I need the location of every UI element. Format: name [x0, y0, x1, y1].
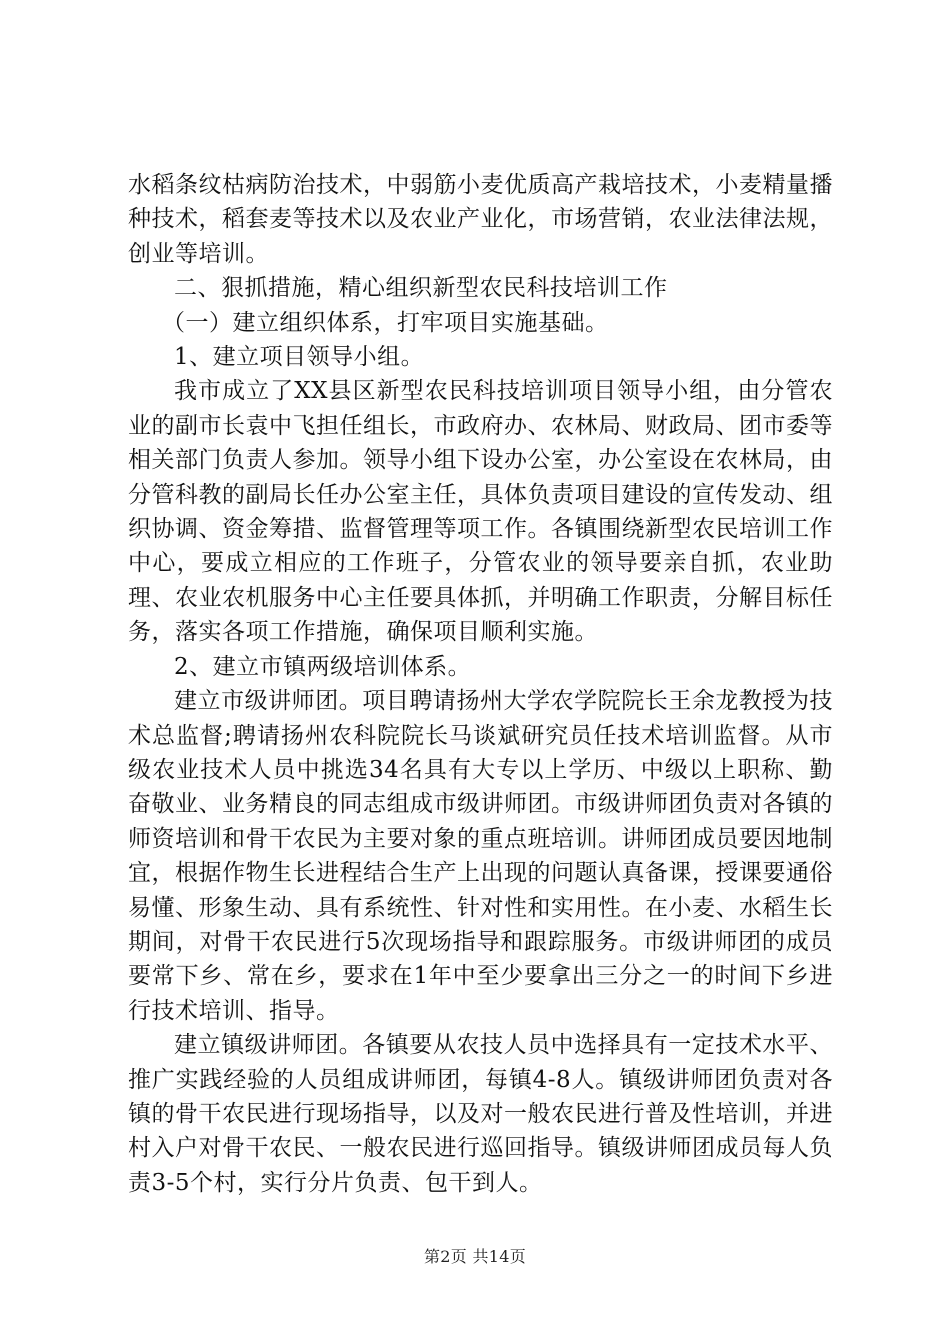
section-heading: 二、狠抓措施，精心组织新型农民科技培训工作: [174, 275, 668, 302]
paragraph-body: 建立市级讲师团。项目聘请扬州大学农学院院长王余龙教授为技术总监督;聘请扬州农科院院长马谈斌研究员任技术培训监督。从市级农业技术人员中挑选34名具有大专以上学历、中级以上职称、勤奋敬业、业务精良的同志组成市级讲师团。市级讲师团负责对各镇的师资培训和骨干农民为主要对象的重点班培训。讲师团成员要因地制宜，根据作物生长进程结合生产上出现的问题认真备课，授课要通俗易懂、形象生动、具有系统性、针对性和实用性。在小麦、水稻生长期间，对骨干农民进行5次现场指导和跟踪服务。市级讲师团的成员要常下乡、常在乡，要求在1年中至少要拿出三分之一的时间下乡进行技术培训、指导。: [128, 688, 833, 1024]
subsection-heading: （一）建立组织体系，打牢项目实施基础。: [162, 309, 609, 336]
page-number-footer: 第2页 共14页: [423, 1247, 527, 1266]
item-heading: 2、建立市镇两级培训体系。: [174, 653, 472, 680]
paragraph-body: 我市成立了XX县区新型农民科技培训项目领导小组，由分管农业的副市长袁中飞担任组长，市政府办、农林局、财政局、团市委等相关部门负责人参加。领导小组下设办公室，办公室设在农林局，由分管科教的副局长任办公室主任，具体负责项目建设的宣传发动、组织协调、资金筹措、监督管理等项工作。各镇围绕新型农民培训工作中心，要成立相应的工作班子，分管农业的领导要亲自抓，农业助理、农业农机服务中心主任要具体抓，并明确工作职责，分解目标任务，落实各项工作措施，确保项目顺利实施。: [128, 378, 833, 646]
item-heading: 1、建立项目领导小组。: [174, 344, 425, 371]
paragraph-continuation: 水稻条纹枯病防治技术，中弱筋小麦优质高产栽培技术，小麦精量播种技术，稻套麦等技术以及农业产业化，市场营销，农业法律法规，创业等培训。: [128, 172, 833, 267]
document-body: [128, 168, 833, 1200]
paragraph-body: 建立镇级讲师团。各镇要从农技人员中选择具有一定技术水平、推广实践经验的人员组成讲师团，每镇4-8人。镇级讲师团负责对各镇的骨干农民进行现场指导，以及对一般农民进行普及性培训，并进村入户对骨干农民、一般农民进行巡回指导。镇级讲师团成员每人负责3-5个村，实行分片负责、包干到人。: [128, 1032, 833, 1196]
